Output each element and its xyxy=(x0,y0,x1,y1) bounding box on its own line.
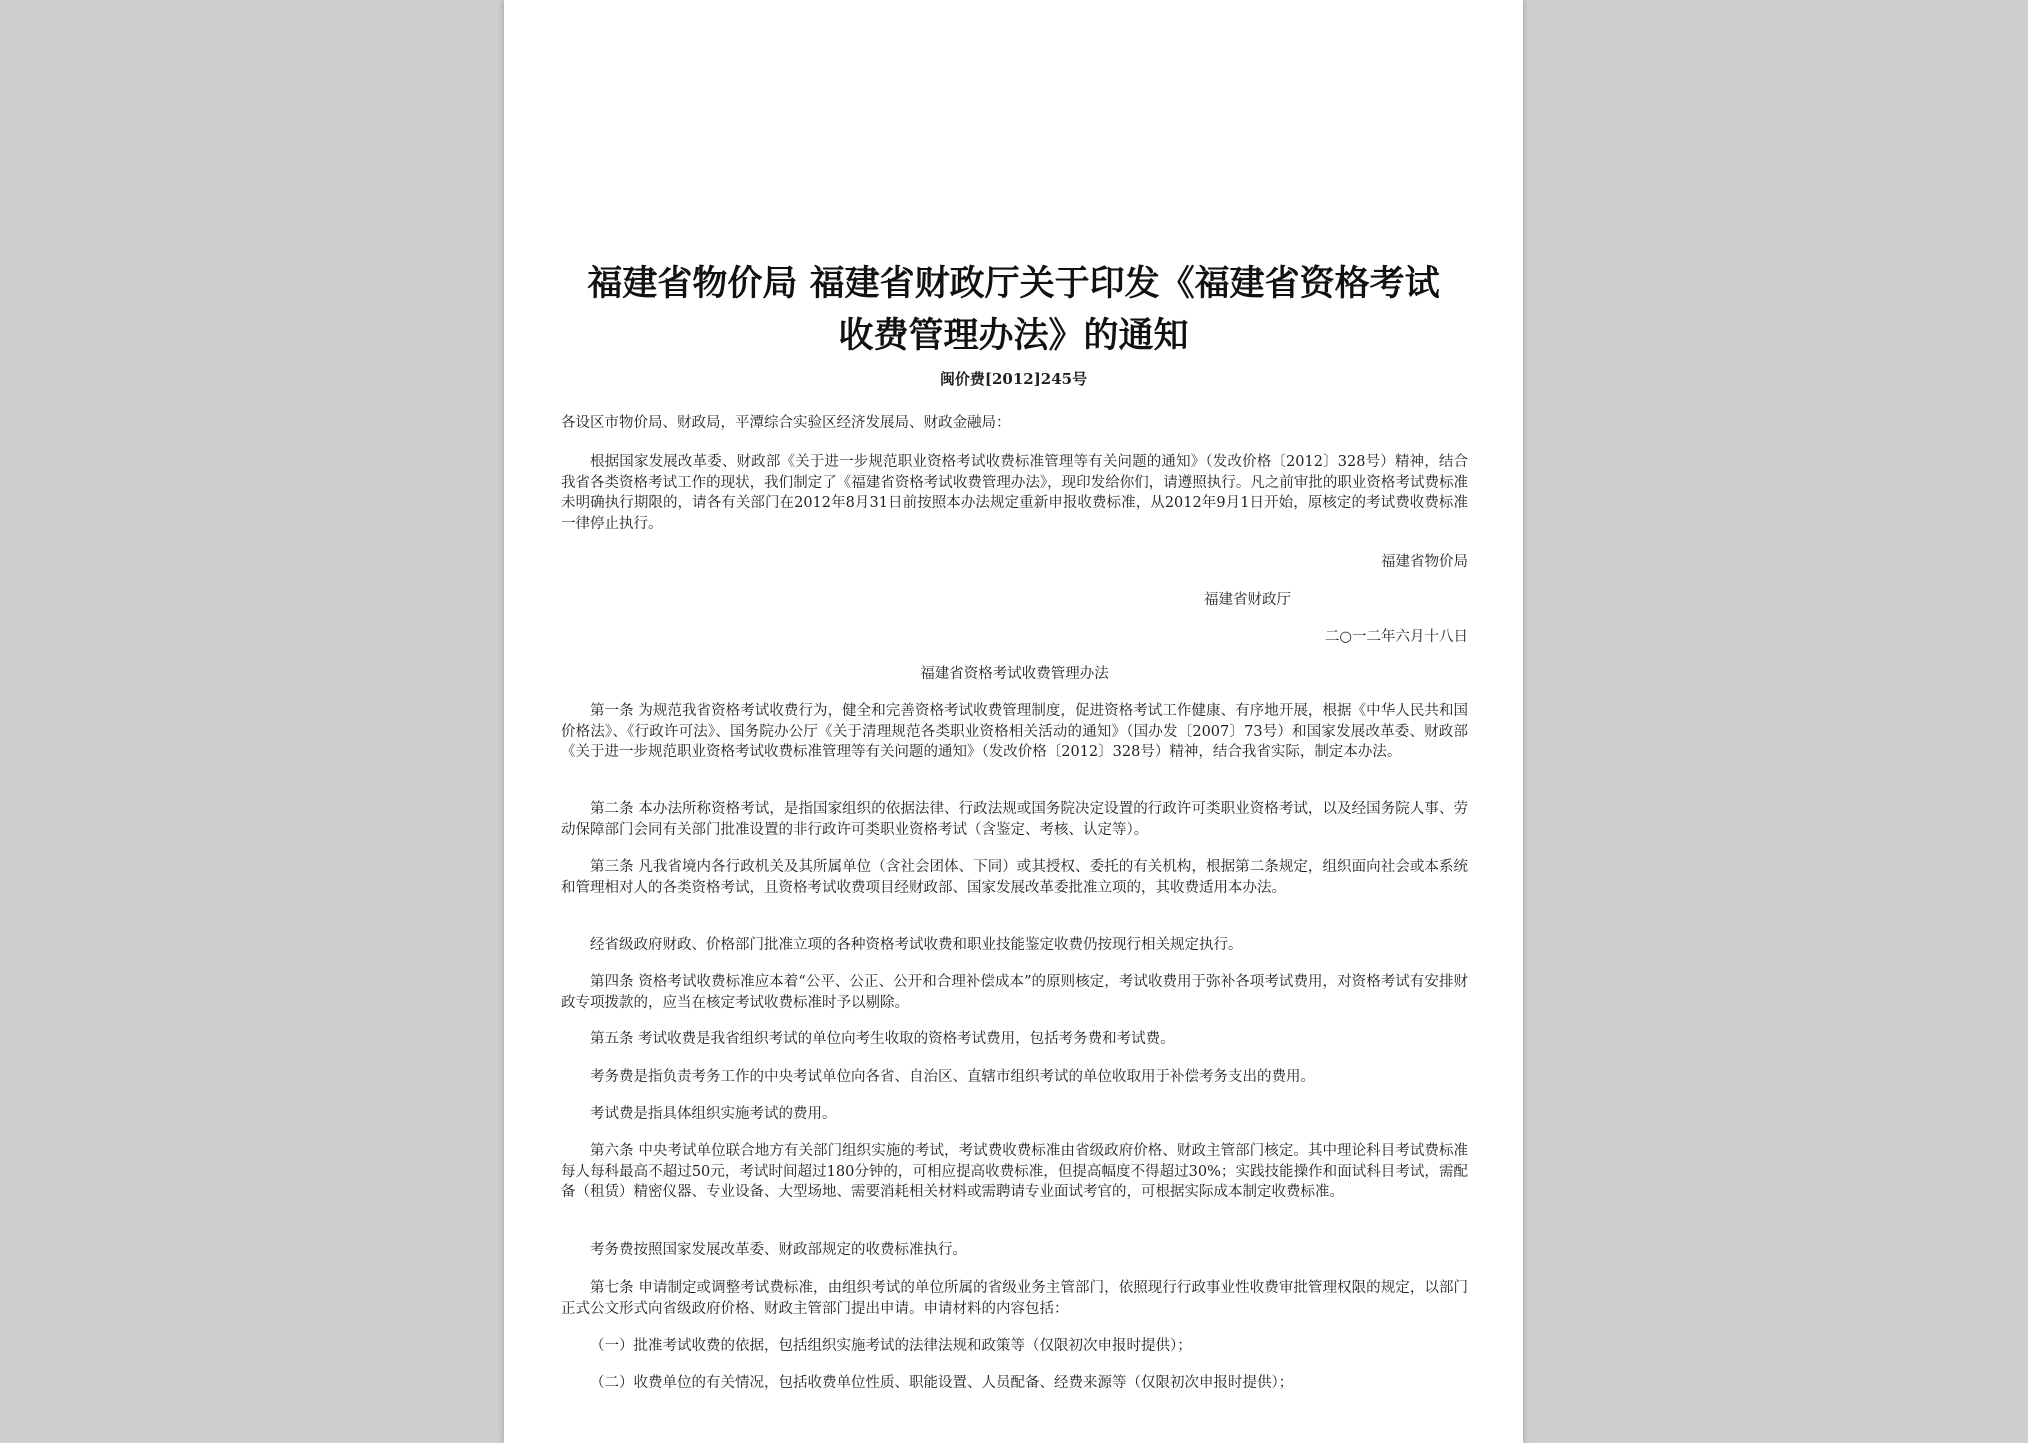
article-5-exam-fee: 考试费是指具体组织实施考试的费用。 xyxy=(590,1106,837,1122)
salutation: 各设区市物价局、财政局，平潭综合实验区经济发展局、财政金融局： xyxy=(561,415,1011,431)
article-6-supplement: 考务费按照国家发展改革委、财政部规定的收费标准执行。 xyxy=(590,1242,967,1258)
article-7-item-2: （二）收费单位的有关情况，包括收费单位性质、职能设置、人员配备、经费来源等（仅限初次申报时提供）； xyxy=(590,1375,1294,1391)
article-5-exam-affairs-fee: 考务费是指负责考务工作的中央考试单位向各省、自治区、直辖市组织考试的单位收取用于补偿考务支出的费用。 xyxy=(590,1069,1315,1085)
document-page xyxy=(504,0,1523,1443)
article-1: 第一条 为规范我省资格考试收费行为，健全和完善资格考试收费管理制度，促进资格考试工作健康、有序地开展，根据《中华人民共和国价格法》、《行政许可法》、国务院办公厅《关于清理规范各类职业资格相关活动的通知》（国办发〔2007〕73号）和国家发展改革委、财政部《关于进一步规范职业资格考试收费标准管理等有关问题的通知》（发改价格〔2012〕328号）精神，结合我省实际，制定本办法。 xyxy=(561,703,1468,760)
article-3-supplement: 经省级政府财政、价格部门批准立项的各种资格考试收费和职业技能鉴定收费仍按现行相关规定执行。 xyxy=(590,937,1243,953)
document-title xyxy=(544,258,1483,362)
issue-date: 二○一二年六月十八日 xyxy=(1324,629,1468,645)
signer-finance-department: 福建省财政厅 xyxy=(1204,592,1291,608)
rules-title: 福建省资格考试收费管理办法 xyxy=(920,666,1109,682)
intro-paragraph: 根据国家发展改革委、财政部《关于进一步规范职业资格考试收费标准管理等有关问题的通知》（发改价格〔2012〕328号）精神，结合我省各类资格考试工作的现状，我们制定了《福建省资格考试收费管理办法》，现印发给你们，请遵照执行。凡之前审批的职业资格考试费标准未明确执行期限的，请各有关部门在2012年8月31日前按照本办法规定重新申报收费标准，从2012年9月1日开始，原核定的考试费收费标准一律停止执行。 xyxy=(561,454,1468,532)
article-5: 第五条 考试收费是我省组织考试的单位向考生收取的资格考试费用，包括考务费和考试费。 xyxy=(590,1031,1175,1047)
article-7-item-1: （一）批准考试收费的依据，包括组织实施考试的法律法规和政策等（仅限初次申报时提供）； xyxy=(590,1338,1192,1354)
article-2: 第二条 本办法所称资格考试，是指国家组织的依据法律、行政法规或国务院决定设置的行政许可类职业资格考试，以及经国务院人事、劳动保障部门会同有关部门批准设置的非行政许可类职业资格考试（含鉴定、考核、认定等）。 xyxy=(561,801,1468,838)
article-4: 第四条 资格考试收费标准应本着“公平、公正、公开和合理补偿成本”的原则核定，考试收费用于弥补各项考试费用，对资格考试有安排财政专项拨款的，应当在核定考试收费标准时予以剔除。 xyxy=(561,974,1468,1011)
article-3: 第三条 凡我省境内各行政机关及其所属单位（含社会团体、下同）或其授权、委托的有关机构，根据第二条规定，组织面向社会或本系统和管理相对人的各类资格考试，且资格考试收费项目经财政部、国家发展改革委批准立项的，其收费适用本办法。 xyxy=(561,859,1468,896)
article-7: 第七条 申请制定或调整考试费标准，由组织考试的单位所属的省级业务主管部门，依照现行行政事业性收费审批管理权限的规定，以部门正式公文形式向省级政府价格、财政主管部门提出申请。申请材料的内容包括： xyxy=(561,1280,1468,1317)
title-line-1: 福建省物价局 福建省财政厅关于印发《福建省资格考试 xyxy=(587,263,1440,304)
article-6: 第六条 中央考试单位联合地方有关部门组织实施的考试，考试费收费标准由省级政府价格、财政主管部门核定。其中理论科目考试费标准每人每科最高不超过50元，考试时间超过180分钟的，可相应提高收费标准，但提高幅度不得超过30%；实践技能操作和面试科目考试，需配备（租赁）精密仪器、专业设备、大型场地、需要消耗相关材料或需聘请专业面试考官的，可根据实际成本制定收费标准。 xyxy=(561,1143,1468,1200)
document-number: 闽价费[2012]245号 xyxy=(939,370,1088,388)
signer-price-bureau: 福建省物价局 xyxy=(1381,554,1468,570)
title-line-2: 收费管理办法》的通知 xyxy=(838,315,1189,356)
